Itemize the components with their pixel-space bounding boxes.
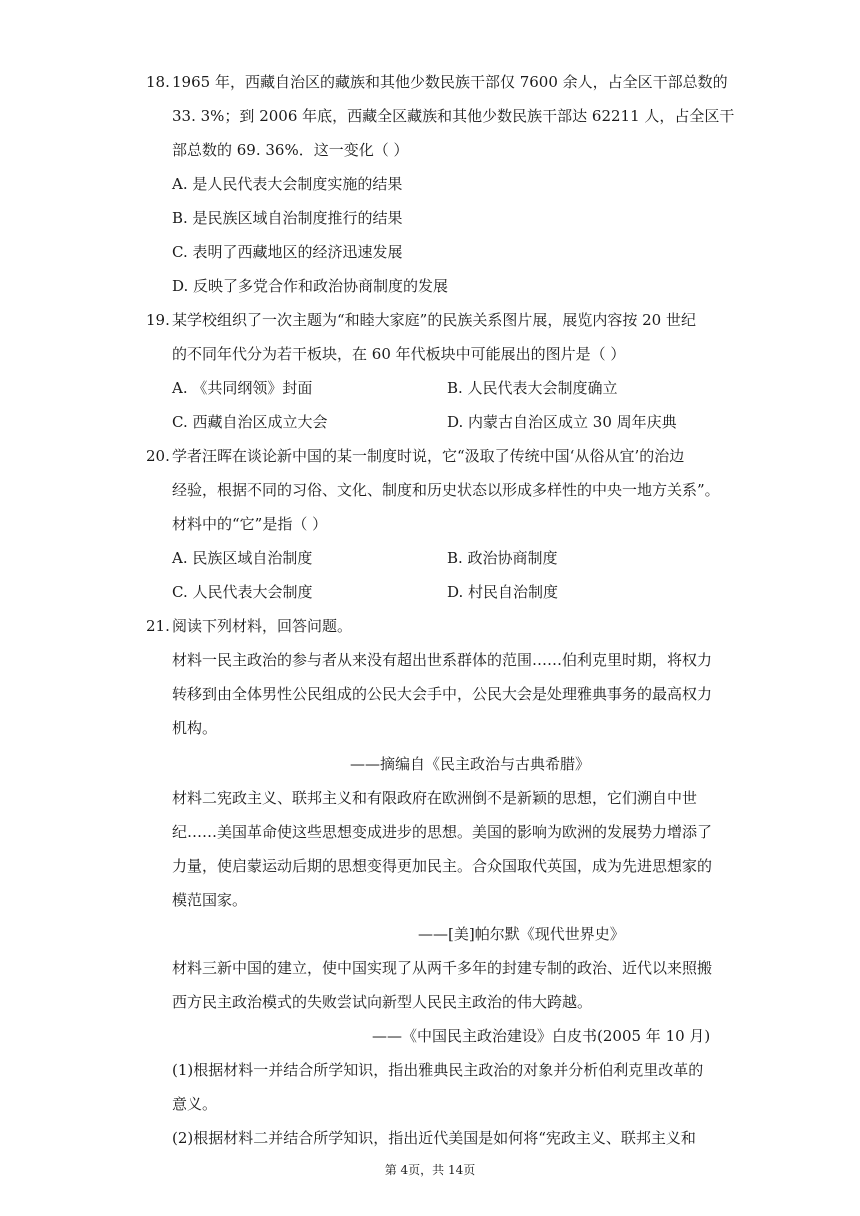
option-b: B. 是民族区域自治制度推行的结果 bbox=[172, 209, 403, 227]
option-a: A. 《共同纲领》封面 bbox=[172, 379, 313, 397]
question-text-line: 材料中的“它”是指（ ） bbox=[172, 515, 328, 533]
option-c: C. 西藏自治区成立大会 bbox=[172, 413, 328, 431]
sub-question-1: 意义。 bbox=[172, 1095, 218, 1113]
material-2-line: 力量，使启蒙运动后期的思想变得更加民主。合众国取代英国，成为先进思想家的 bbox=[172, 857, 713, 875]
question-number: 18. bbox=[146, 73, 170, 91]
question-number: 20. bbox=[146, 447, 170, 465]
material-3-source: ——《中国民主政治建设》白皮书(2005 年 10 月) bbox=[372, 1027, 711, 1045]
option-a: A. 民族区域自治制度 bbox=[172, 549, 313, 567]
option-c: C. 人民代表大会制度 bbox=[172, 583, 313, 601]
question-text-line: 经验，根据不同的习俗、文化、制度和历史状态以形成多样性的中央一地方关系”。 bbox=[172, 481, 720, 499]
question-text-line: 1965 年，西藏自治区的藏族和其他少数民族干部仅 7600 余人，占全区干部总数的 bbox=[172, 73, 728, 91]
material-1-source: ——摘编自《民主政治与古典希腊》 bbox=[350, 755, 591, 773]
option-c: C. 表明了西藏地区的经济迅速发展 bbox=[172, 243, 403, 261]
option-d: D. 村民自治制度 bbox=[447, 583, 559, 601]
page-footer: 第 4页，共 14页 bbox=[384, 1163, 476, 1177]
material-3-line: 西方民主政治模式的失败尝试向新型人民民主政治的伟大跨越。 bbox=[172, 993, 593, 1011]
material-2-source: ——[美]帕尔默《现代世界史》 bbox=[418, 925, 625, 943]
question-number: 21. bbox=[146, 617, 170, 635]
sub-question-1: (1)根据材料一并结合所学知识，指出雅典民主政治的对象并分析伯利克里改革的 bbox=[172, 1061, 704, 1079]
material-2-line: 模范国家。 bbox=[172, 891, 248, 909]
option-d: D. 反映了多党合作和政治协商制度的发展 bbox=[172, 277, 449, 295]
material-2-line: 纪……美国革命使这些思想变成进步的思想。美国的影响为欧洲的发展势力增添了 bbox=[172, 823, 713, 841]
question-text-line: 33. 3%；到 2006 年底，西藏全区藏族和其他少数民族干部达 62211 人，占全区干 bbox=[172, 107, 735, 125]
sub-question-2: (2)根据材料二并结合所学知识，指出近代美国是如何将“宪政主义、联邦主义和 bbox=[172, 1129, 696, 1147]
option-b: B. 政治协商制度 bbox=[447, 549, 558, 567]
option-a: A. 是人民代表大会制度实施的结果 bbox=[172, 175, 403, 193]
question-number: 19. bbox=[146, 311, 170, 329]
material-1-line: 材料一民主政治的参与者从来没有超出世系群体的范围……伯利克里时期，将权力 bbox=[172, 651, 713, 669]
material-1-line: 转移到由全体男性公民组成的公民大会手中，公民大会是处理雅典事务的最高权力 bbox=[172, 685, 713, 703]
option-b: B. 人民代表大会制度确立 bbox=[447, 379, 618, 397]
question-text-line: 部总数的 69. 36%．这一变化（ ） bbox=[172, 141, 409, 159]
question-text-line: 某学校组织了一次主题为“和睦大家庭”的民族关系图片展，展览内容按 20 世纪 bbox=[172, 311, 696, 329]
material-1-line: 机构。 bbox=[172, 719, 218, 737]
question-text-line: 的不同年代分为若干板块，在 60 年代板块中可能展出的图片是（ ） bbox=[172, 345, 626, 363]
material-3-line: 材料三新中国的建立，使中国实现了从两千多年的封建专制的政治、近代以来照搬 bbox=[172, 959, 713, 977]
question-text-line: 学者汪晖在谈论新中国的某一制度时说，它“汲取了传统中国‘从俗从宜’的治边 bbox=[172, 447, 685, 465]
question-intro: 阅读下列材料，回答问题。 bbox=[172, 617, 353, 635]
option-d: D. 内蒙古自治区成立 30 周年庆典 bbox=[447, 413, 677, 431]
material-2-line: 材料二宪政主义、联邦主义和有限政府在欧洲倒不是新颖的思想，它们溯自中世 bbox=[172, 789, 698, 807]
